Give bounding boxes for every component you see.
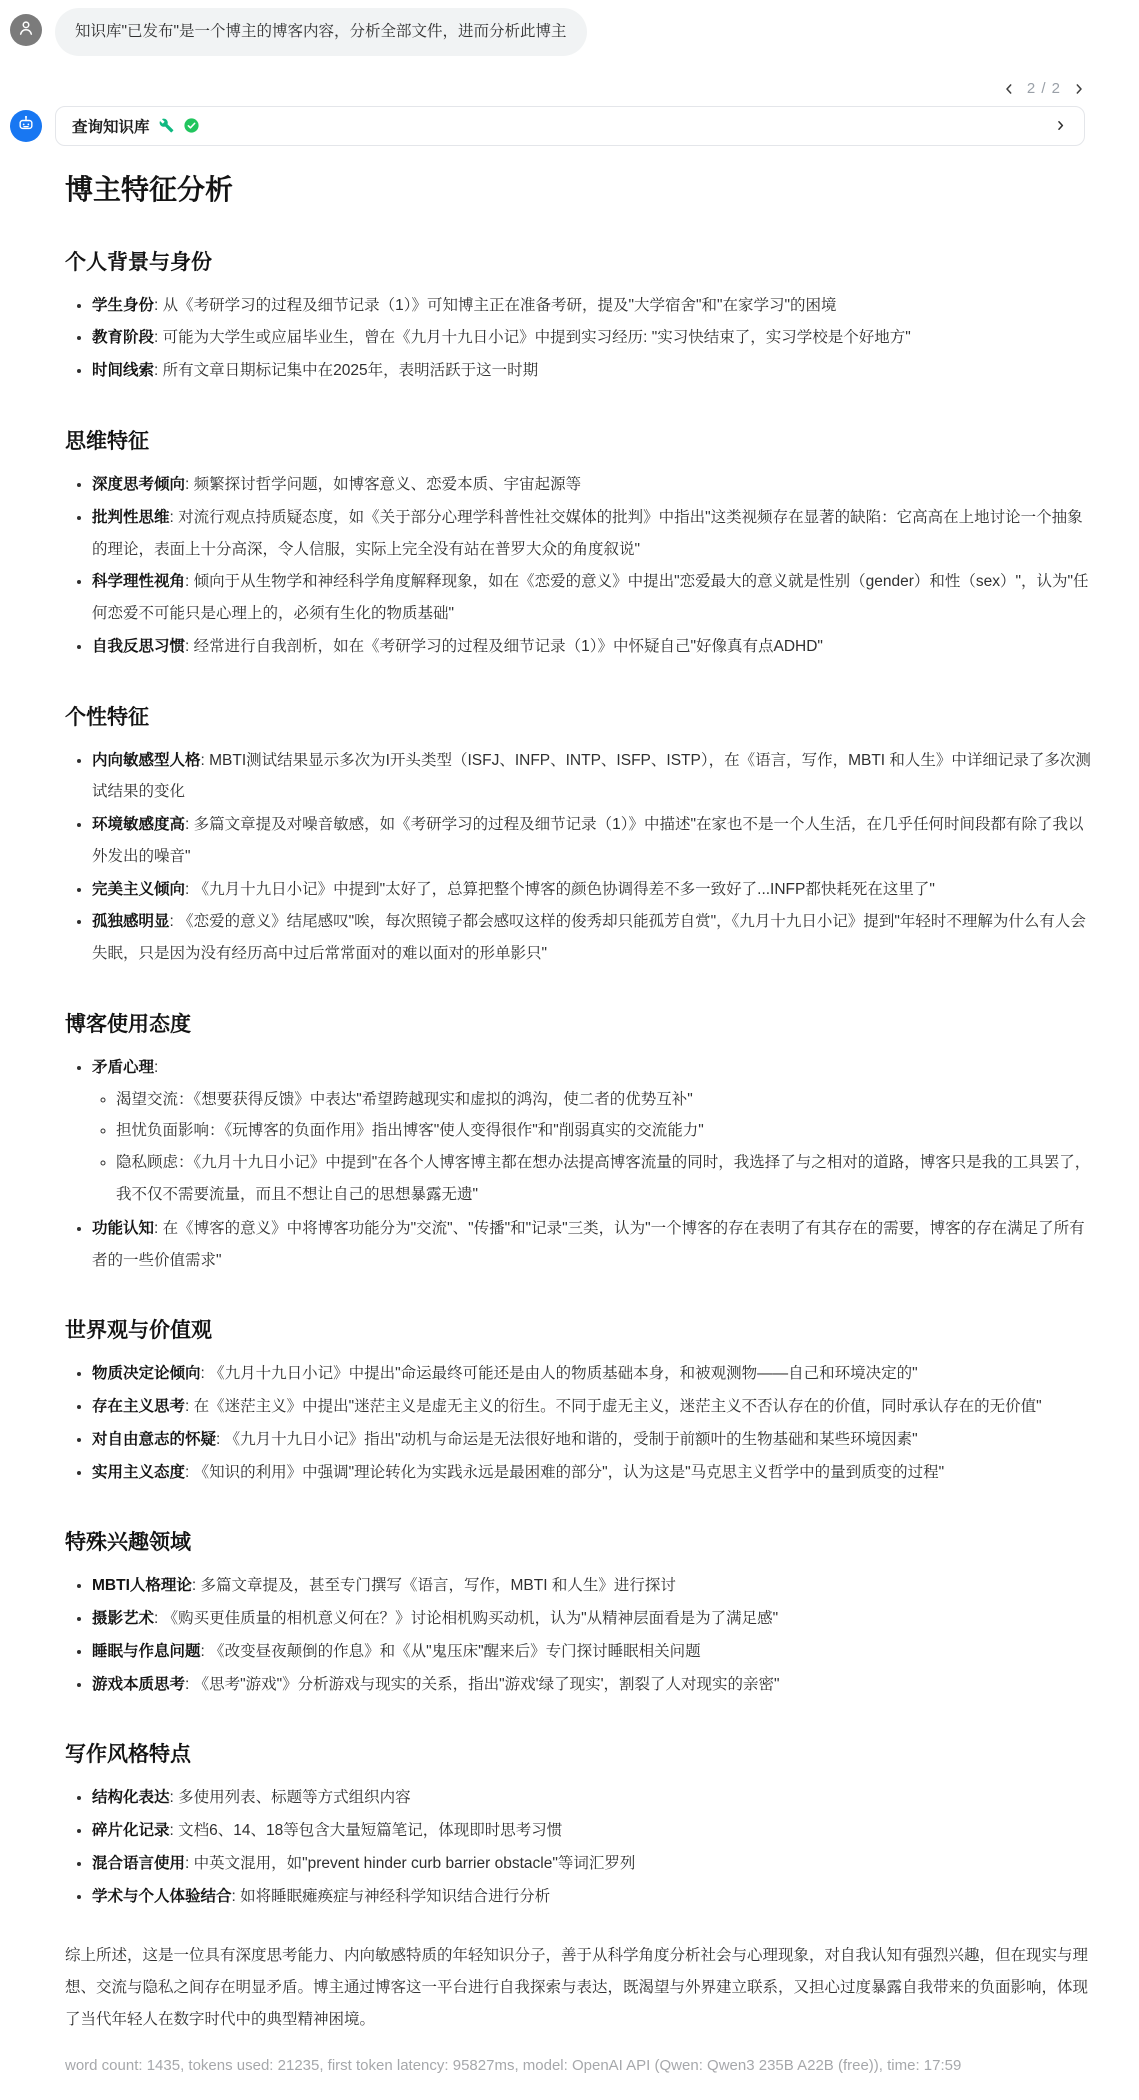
- list-item: • 混合语言使用: 中英文混用，如"prevent hinder curb barrier obstacle"等词汇罗列: [92, 1848, 1095, 1880]
- chevron-left-icon: [1001, 81, 1017, 97]
- next-version-button[interactable]: [1071, 81, 1087, 97]
- list-item: • 摄影艺术: 《购买更佳质量的相机意义何在？》讨论相机购买动机，认为"从精神层面看是为了满足感": [92, 1603, 1095, 1635]
- item-label: 睡眠与作息问题: [92, 1642, 201, 1660]
- item-label: 摄影艺术: [92, 1610, 155, 1628]
- tool-call-card[interactable]: [55, 106, 1085, 146]
- section-heading: 个人背景与身份: [65, 250, 212, 274]
- section-heading: 个性特征: [65, 705, 149, 729]
- item-label: 功能认知: [92, 1219, 155, 1237]
- list-item: • 科学理性视角: 倾向于从生物学和神经科学角度解释现象，如在《恋爱的意义》中提出"恋爱最大的意义就是性别（gender）和性（sex）"，认为"任何恋爱不可能只是心理上的，必须有生化的物质基础": [92, 566, 1095, 630]
- item-label: 内向敏感型人格: [92, 751, 201, 769]
- message-stats: word count: 1435, tokens used: 21235, first token latency: 95827ms, model: OpenAI API (Qwen: Qwen3 235B A22B (free)), time: 17:59: [65, 2056, 962, 2074]
- list-item: • 时间线索: 所有文章日期标记集中在2025年，表明活跃于这一时期: [92, 355, 1095, 387]
- item-label: 批判性思维: [92, 508, 170, 526]
- list-item: • 实用主义态度: 《知识的利用》中强调"理论转化为实践永远是最困难的部分"，认为这是"马克思主义哲学中的量到质变的过程": [92, 1457, 1095, 1489]
- assistant-message-row: [10, 106, 1139, 146]
- user-message-row: [10, 8, 1139, 56]
- section-list: [65, 745, 1095, 970]
- wrench-icon: [159, 118, 174, 133]
- item-label: 碎片化记录: [92, 1822, 170, 1840]
- section-heading: 特殊兴趣领域: [65, 1531, 191, 1555]
- list-item: • MBTI人格理论: 多篇文章提及，甚至专门撰写《语言，写作，MBTI 和人生》进行探讨: [92, 1570, 1095, 1602]
- list-item: • 对自由意志的怀疑: 《九月十九日小记》指出"动机与命运是无法很好地和谐的，受制于前额叶的生物基础和某些环境因素": [92, 1424, 1095, 1456]
- conclusion-paragraph: 综上所述，这是一位具有深度思考能力、内向敏感特质的年轻知识分子，善于从科学角度分析社会与心理现象，对自我认知有强烈兴趣，但在现实与理想、交流与隐私之间存在明显矛盾。博主通过博客这一平台进行自我探索与表达，既渴望与外界建立联系，又担心过度暴露自我带来的负面影响，体现了当代年轻人在数字时代中的典型精神困境。: [65, 1947, 1089, 2029]
- tool-call-label: 查询知识库: [72, 118, 150, 136]
- chevron-right-icon: [1071, 81, 1087, 97]
- list-item: • 孤独感明显: 《恋爱的意义》结尾感叹"唉，每次照镜子都会感叹这样的俊秀却只能孤芳自赏"，《九月十九日小记》提到"年轻时不理解为什么有人会失眠，只是因为没有经历高中过后常常面对的难以面对的形单影只": [92, 906, 1095, 970]
- page-title: 博主特征分析: [65, 173, 234, 205]
- item-label: 物质决定论倾向: [92, 1365, 201, 1383]
- item-label: 孤独感明显: [92, 913, 170, 931]
- section-list: [65, 1782, 1095, 1912]
- item-label: 环境敏感度高: [92, 816, 186, 834]
- list-item: • 学生身份: 从《考研学习的过程及细节记录（1）》可知博主正在准备考研，提及"大学宿舍"和"在家学习"的困境: [92, 290, 1095, 322]
- success-check-icon: [183, 117, 200, 134]
- user-message-bubble: [55, 8, 587, 56]
- section-list: [65, 290, 1095, 387]
- item-label: 混合语言使用: [92, 1854, 186, 1872]
- item-label: 完美主义倾向: [92, 880, 186, 898]
- item-label: 学术与个人体验结合: [92, 1887, 232, 1905]
- item-label: 深度思考倾向: [92, 475, 186, 493]
- list-item: • 睡眠与作息问题: 《改变昼夜颠倒的作息》和《从"鬼压床"醒来后》专门探讨睡眠相关问题: [92, 1636, 1095, 1668]
- section-list: [65, 1570, 1095, 1700]
- assistant-avatar: [10, 110, 42, 142]
- item-label: 存在主义思考: [92, 1398, 186, 1416]
- list-item: • 矛盾心理: ◦ 渴望交流：《想要获得反馈》中表达"希望跨越现实和虚拟的鸿沟，使二者的优势互补" ◦ 担忧负面影响：《玩博客的负面作用》指出博客"使人变得很作"和"削弱真实的交流能力" ◦ 隐私顾虑：《九月十九日小记》中提到"在各个人博客博主都在想办法提高博客流量的同时，我选择了与之相对的道路，博客只是我的工具罢了，我不仅不需要流量，而且不想让自己的思想暴露无遗": [92, 1052, 1095, 1211]
- list-item: • 碎片化记录: 文档6、14、18等包含大量短篇笔记，体现即时思考习惯: [92, 1815, 1095, 1847]
- item-label: 结构化表达: [92, 1789, 170, 1807]
- prev-version-button[interactable]: [1001, 81, 1017, 97]
- item-label: 自我反思习惯: [92, 637, 186, 655]
- list-item: • 内向敏感型人格: MBTI测试结果显示多次为I开头类型（ISFJ、INFP、INTP、ISFP、ISTP），在《语言，写作，MBTI 和人生》中详细记录了多次测试结果的变化: [92, 745, 1095, 809]
- user-message-text: 知识库"已发布"是一个博主的博客内容，分析全部文件，进而分析此博主: [75, 23, 567, 40]
- item-label: 教育阶段: [92, 329, 155, 347]
- item-label: 对自由意志的怀疑: [92, 1430, 217, 1448]
- list-item: • 学术与个人体验结合: 如将睡眠瘫痪症与神经科学知识结合进行分析: [92, 1881, 1095, 1913]
- list-item: • 游戏本质思考: 《思考"游戏"》分析游戏与现实的关系，指出"游戏'绿了现实'，割裂了人对现实的亲密": [92, 1669, 1095, 1701]
- sub-list-item: ◦ 担忧负面影响：《玩博客的负面作用》指出博客"使人变得很作"和"削弱真实的交流能力": [116, 1115, 1095, 1147]
- item-label: 游戏本质思考: [92, 1675, 186, 1693]
- list-item: • 环境敏感度高: 多篇文章提及对噪音敏感，如《考研学习的过程及细节记录（1）》中描述"在家也不是一个人生活，在几乎任何时间段都有除了我以外发出的噪音": [92, 809, 1095, 873]
- item-label: 实用主义态度: [92, 1463, 186, 1481]
- section-heading: 世界观与价值观: [65, 1319, 212, 1343]
- item-label: 矛盾心理: [92, 1058, 155, 1076]
- list-item: • 存在主义思考: 在《迷茫主义》中提出"迷茫主义是虚无主义的衍生。不同于虚无主义，迷茫主义不否认存在的价值，同时承认存在的无价值": [92, 1391, 1095, 1423]
- list-item: • 物质决定论倾向: 《九月十九日小记》中提出"命运最终可能还是由人的物质基础本身，和被观测物——自己和环境决定的": [92, 1358, 1095, 1390]
- item-label: 科学理性视角: [92, 573, 186, 591]
- user-avatar: [10, 14, 42, 46]
- assistant-response: [65, 168, 1095, 2100]
- list-item: • 结构化表达: 多使用列表、标题等方式组织内容: [92, 1782, 1095, 1814]
- list-item: • 教育阶段: 可能为大学生或应届毕业生，曾在《九月十九日小记》中提到实习经历: "实习快结束了，实习学校是个好地方": [92, 322, 1095, 354]
- item-label: MBTI人格理论: [92, 1577, 192, 1595]
- message-pagination: [65, 76, 1095, 102]
- item-label: 时间线索: [92, 362, 155, 380]
- section-heading: 思维特征: [65, 429, 149, 453]
- list-item: • 深度思考倾向: 频繁探讨哲学问题，如博客意义、恋爱本质、宇宙起源等: [92, 469, 1095, 501]
- sub-list: [92, 1084, 1095, 1211]
- person-icon: [16, 18, 36, 43]
- list-item: • 完美主义倾向: 《九月十九日小记》中提到"太好了，总算把整个博客的颜色协调得差不多一致好了...INFP都快耗死在这里了": [92, 874, 1095, 906]
- version-indicator: 2 / 2: [1026, 80, 1061, 98]
- section-list: [65, 1358, 1095, 1488]
- markdown-body: [65, 246, 1095, 1913]
- section-list: [65, 1052, 1095, 1276]
- section-list: [65, 469, 1095, 663]
- sub-list-item: ◦ 隐私顾虑：《九月十九日小记》中提到"在各个人博客博主都在想办法提高博客流量的同时，我选择了与之相对的道路，博客只是我的工具罢了，我不仅不需要流量，而且不想让自己的思想暴露无遗": [116, 1147, 1095, 1211]
- section-heading: 写作风格特点: [65, 1743, 191, 1767]
- list-item: • 批判性思维: 对流行观点持质疑态度，如《关于部分心理学科普性社交媒体的批判》中指出"这类视频存在显著的缺陷：它高高在上地讨论一个抽象的理论，表面上十分高深，令人信服，实际上完全没有站在普罗大众的角度叙说": [92, 502, 1095, 566]
- list-item: • 功能认知: 在《博客的意义》中将博客功能分为"交流"、"传播"和"记录"三类，认为"一个博客的存在表明了有其存在的需要，博客的存在满足了所有者的一些价值需求": [92, 1213, 1095, 1277]
- list-item: • 自我反思习惯: 经常进行自我剖析，如在《考研学习的过程及细节记录（1）》中怀疑自己"好像真有点ADHD": [92, 631, 1095, 663]
- expand-chevron-icon[interactable]: [1053, 118, 1068, 133]
- section-heading: 博客使用态度: [65, 1012, 191, 1036]
- item-label: 学生身份: [92, 296, 155, 314]
- sub-list-item: ◦ 渴望交流：《想要获得反馈》中表达"希望跨越现实和虚拟的鸿沟，使二者的优势互补": [116, 1084, 1095, 1116]
- robot-icon: [16, 113, 36, 138]
